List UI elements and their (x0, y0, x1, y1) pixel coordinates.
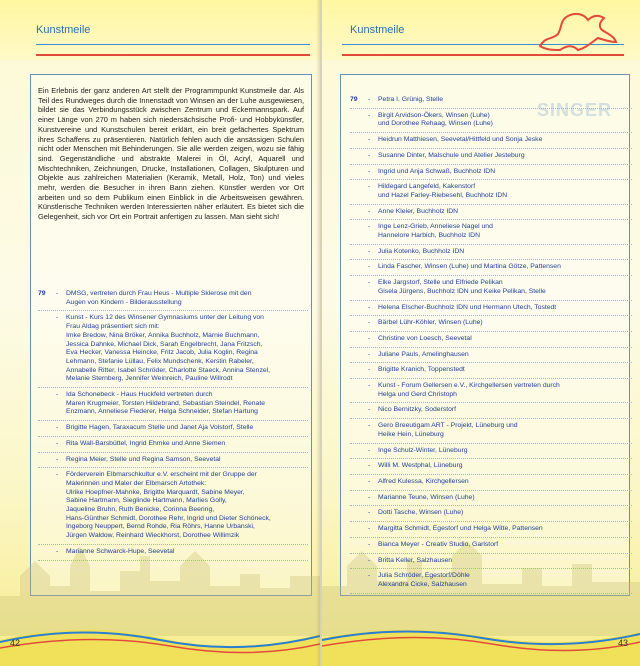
item-text (378, 263, 632, 272)
item-bullet: - (56, 439, 59, 447)
item-line: Brigitte Hagen, Taraxacum Stelle und Janet Aja Volstorf, Stelle (66, 424, 254, 432)
item-bullet: - (368, 572, 371, 580)
item-text (378, 304, 632, 313)
list-item (350, 335, 632, 348)
item-line: Hans-Günther Schmidt, Dorothee Rehr, Ingrid und Dieter Schöneck, (66, 514, 271, 522)
item-bullet: - (368, 540, 371, 548)
item-line: Anne Kleier, Buchholz IDN (378, 207, 459, 215)
item-line: Inge Schulz-Winter, Lüneburg (378, 446, 468, 454)
list-item (350, 509, 632, 522)
item-bullet: - (368, 319, 371, 327)
item-line: Ulrike Hoepfner-Mahnke, Brigitte Marquardt, Sabine Meyer, (66, 488, 245, 496)
item-text (378, 447, 632, 456)
footer-wave-decoration (0, 620, 320, 666)
item-line: Helena Elscher-Buchholz IDN und Hermann Utech, Tostedt (378, 303, 557, 311)
item-bullet: - (56, 391, 59, 399)
item-line: Marianne Schwarck-Hupe, Seevetal (66, 547, 175, 555)
item-bullet: - (368, 422, 371, 430)
list-item (350, 223, 632, 244)
item-bullet: - (368, 509, 371, 517)
item-line: Hildegard Langefeld, Kakenstorf (378, 183, 476, 191)
horse-logo-icon (532, 6, 622, 56)
item-line: Heike Hein, Lüneburg (378, 430, 444, 438)
item-bullet: - (368, 477, 371, 485)
item-bullet: - (368, 350, 371, 358)
list-item (38, 424, 308, 437)
item-line: Bärbel Lühr-Köhler, Winsen (Luhe) (378, 319, 483, 327)
item-text (378, 208, 632, 217)
intro-paragraph: Ein Erlebnis der ganz anderen Art stellt der Programmpunkt Kunstmeile dar. Als Teil des Rundweges durch die Innenstadt von Winsen an der Luhe ausgewiesen, bildet sie das Verbindungsstück zwischen Zentrum und Eckermannspark. Auf einer Länge von 270 m haben sich niedersächsische Profi- und Hobbykünstler, Kunstvereine und Kunstschulen bereit erklärt, ein breit gefächertes Spektrum ihres Schaffens zu präsentieren. Natürlich fehlen auch die ansässigen Schulen nicht oder Menschen mit Behinderungen. Sie alle werden zeigen, wozu sie fähig sind. Gegenständliche und abstrakte Malerei in Öl, Acryl, Aquarell und Mischtechniken, Zeichnungen, Drucke, Installationen, Collagen, Skulpturen und Objekte aus zahlreichen Materialien (Keramik, Metall, Holz, Ton) und vieles mehr, werden die Besucher in ihren Bann ziehen. Künstler werden vor Ort arbeiten und so dem Publikum einen Einblick in die Arbeitsweisen gewähren. Künstlerische Techniken werden Interessierten näher erläutert. Es bietet sich die Gelegenheit, sich vor Ort ein Portrait anfertigen zu lassen. Man sieht sich! (38, 86, 304, 222)
item-bullet: - (368, 462, 371, 470)
item-text (66, 290, 308, 307)
list-item (38, 456, 308, 469)
item-text (66, 424, 308, 433)
item-line: Eva Hecker, Vanessa Heincke, Fritz Jacob, Julia Koglin, Regina (66, 349, 258, 357)
list-item (38, 290, 308, 311)
item-line: Maren Krugmeier, Torsten Hildebrand, Sebastian Steindel, Renate (66, 399, 265, 407)
item-line: Augen von Kindern - Bilderausstellung (66, 298, 182, 306)
item-line: Alexandra Cicke, Salzhausen (378, 580, 467, 588)
item-line: Kunst - Forum Gellersen e.V., Kirchgellersen vertreten durch (378, 382, 560, 390)
list-item (350, 541, 632, 554)
item-text (378, 572, 632, 589)
list-item (38, 391, 308, 421)
item-text (378, 366, 632, 375)
item-line: Julia Kotenko, Buchholz IDN (378, 247, 465, 255)
list-item (350, 422, 632, 443)
item-text (378, 223, 632, 240)
exhibitor-list (38, 290, 308, 564)
item-text (66, 440, 308, 449)
background-watermark: SINGER (536, 100, 612, 120)
list-item (350, 136, 632, 149)
item-text (378, 335, 632, 344)
item-text (378, 351, 632, 360)
list-item (350, 494, 632, 507)
item-bullet: - (368, 167, 371, 175)
list-item (350, 462, 632, 475)
item-line: und Hazel Farley-Riebesehl, Buchholz IDN (378, 191, 508, 199)
item-line: Petra I. Grünig, Stelle (378, 96, 443, 103)
item-text (378, 494, 632, 503)
item-text (378, 319, 632, 328)
item-bullet: - (56, 471, 59, 479)
item-text (378, 183, 632, 200)
item-line: Sabine Hartmann, Sieglinde Hartmann, Marlies Golly, (66, 497, 227, 505)
item-bullet: - (56, 424, 59, 432)
page-title: Kunstmeile (36, 24, 91, 36)
item-line: Ingrid und Anja Schwaß, Buchholz IDN (378, 167, 496, 175)
item-text (378, 136, 632, 145)
item-bullet: - (368, 366, 371, 374)
item-line: Kunst - Kurs 12 des Winsener Gymnasiums unter der Leitung von (66, 314, 264, 322)
list-item (350, 152, 632, 165)
list-item (350, 168, 632, 181)
item-text (378, 152, 632, 161)
item-line: Helga und Gerd Christoph (378, 390, 457, 398)
item-line: Gero Breeutigam ART - Projekt, Lüneburg und (378, 422, 518, 430)
item-line: Jürgen Waldow, Reinhard Wieckhorst, Dorothee Willimzik (66, 532, 240, 540)
list-item (350, 366, 632, 379)
header-red-stripe (36, 54, 310, 56)
item-bullet: - (368, 406, 371, 414)
list-item (38, 548, 308, 561)
item-line: Susanne Dinter, Malschule und Atelier Jesteburg (378, 151, 525, 159)
item-line: Nico Bernitzky, Soderstorf (378, 406, 457, 414)
item-bullet: - (368, 111, 371, 119)
item-line: Rita Wall-Barsbüttel, Ingrid Ehmke und Anne Siemen (66, 439, 226, 447)
page-number: 43 (617, 638, 628, 648)
item-line: Malerinnen und Maler der Elbmarsch Artothek: (66, 479, 207, 487)
item-line: Hannelore Harbich, Buchholz IDN (378, 232, 481, 240)
item-bullet: - (56, 290, 59, 297)
item-bullet: - (368, 525, 371, 533)
item-line: Frau Aldag präsentiert sich mit: (66, 323, 160, 331)
page-number: 42 (10, 638, 21, 648)
item-line: Linda Fascher, Winsen (Luhe) und Martina Götze, Pattensen (378, 263, 561, 271)
footer-wave-decoration (322, 620, 640, 666)
list-item (350, 279, 632, 300)
item-line: Jessica Dahnke, Michael Dick, Sarah Engelbrecht, Jana Fritzsch, (66, 340, 263, 348)
item-line: DMSG, vertreten durch Frau Heus - Multiple Sklerose mit den (66, 290, 252, 297)
list-item (350, 263, 632, 276)
item-text (66, 471, 308, 541)
item-text (378, 382, 632, 399)
item-bullet: - (368, 382, 371, 390)
item-line: Willi M. Westphal, Lüneburg (378, 462, 463, 470)
item-bullet: - (368, 151, 371, 159)
item-text (378, 478, 632, 487)
item-bullet: - (368, 96, 371, 103)
item-text (378, 279, 632, 296)
list-item (350, 183, 632, 204)
item-bullet: - (368, 136, 371, 144)
list-item (350, 319, 632, 332)
list-item (350, 525, 632, 538)
item-line: Gisela Jürgens, Buchholz IDN und Keike Pelikan, Stelle (378, 287, 546, 295)
item-bullet: - (368, 279, 371, 287)
item-text (66, 314, 308, 384)
item-line: Förderverein Elbmarschkultur e.V. erscheint mit der Gruppe der (66, 471, 257, 479)
list-item (350, 447, 632, 460)
item-bullet: - (368, 223, 371, 231)
item-line: Marianne Teune, Winsen (Luhe) (378, 493, 475, 501)
right-page (322, 0, 640, 666)
list-item (350, 351, 632, 364)
header-divider (36, 44, 310, 45)
item-line: Britta Keller, Salzhausen (378, 556, 453, 564)
item-line: Christine von Loesch, Seevetal (378, 334, 472, 342)
item-line: Imke Bredow, Nina Bröker, Annika Buchholz, Marnie Buchmann, (66, 331, 260, 339)
item-bullet: - (368, 446, 371, 454)
list-item (350, 572, 632, 593)
item-line: Ingeborg Neuppert, Bernd Rohde, Ria Röhrs, Hanne Urbanski, (66, 523, 255, 531)
item-text (378, 406, 632, 415)
item-text (378, 525, 632, 534)
item-bullet: - (368, 303, 371, 311)
item-text (378, 248, 632, 257)
item-bullet: - (368, 183, 371, 191)
item-line: Elke Jargstorf, Stelle und Elfriede Pelikan (378, 279, 503, 287)
item-text (378, 462, 632, 471)
item-text (66, 456, 308, 465)
item-bullet: - (368, 247, 371, 255)
item-text (378, 557, 632, 566)
item-text (378, 96, 632, 105)
item-text (378, 112, 632, 129)
item-line: Dotti Tasche, Winsen (Luhe) (378, 509, 464, 517)
item-number: 79 (38, 290, 46, 297)
list-item (38, 440, 308, 453)
list-item (350, 208, 632, 221)
item-bullet: - (368, 556, 371, 564)
item-bullet: - (368, 263, 371, 271)
item-text (66, 391, 308, 417)
page-title: Kunstmeile (350, 24, 405, 36)
list-item (350, 96, 632, 109)
item-text (378, 509, 632, 518)
item-line: Birgit Arvidson-Ökers, Winsen (Luhe) (378, 111, 490, 119)
item-text (378, 541, 632, 550)
item-line: Brigitte Kranich, Toppenstedt (378, 366, 465, 374)
item-line: Juliane Pauls, Amelinghausen (378, 350, 469, 358)
list-item (350, 248, 632, 261)
list-item (350, 382, 632, 403)
list-item (38, 314, 308, 388)
list-item (350, 478, 632, 491)
item-bullet: - (368, 334, 371, 342)
item-bullet: - (368, 207, 371, 215)
item-line: Inge Lenz-Grieb, Anneliese Nagel und (378, 223, 493, 231)
list-item (38, 471, 308, 545)
item-bullet: - (368, 493, 371, 501)
item-line: Ida Schonebeck - Haus Huckfeld vertreten durch (66, 391, 213, 399)
item-text (378, 422, 632, 439)
item-line: Melanie Sternberg, Jennifer Weinreich, Pauline Willrodt (66, 375, 233, 383)
list-item (350, 557, 632, 570)
item-line: Lehmann, Stefanie Lüllau, Felix Mundschenk, Kerstin Rabeler, (66, 357, 254, 365)
item-line: Jaqueline Bruhn, Ruth Benicke, Corinna Beering, (66, 506, 215, 514)
item-number: 79 (350, 96, 358, 103)
item-line: Julia Schröder, Egestorf/Döhle (378, 572, 470, 580)
item-line: Alfred Kulessa, Kirchgellersen (378, 477, 469, 485)
item-bullet: - (56, 314, 59, 322)
item-text (378, 168, 632, 177)
item-text (66, 548, 308, 557)
exhibitor-list (350, 96, 632, 597)
item-line: Bianca Meyer - Creativ Studio, Garlstorf (378, 540, 499, 548)
item-line: Heidrun Matthiesen, Seevetal/Hittfeld und Sonja Jeske (378, 136, 543, 144)
item-bullet: - (56, 547, 59, 555)
item-line: Regina Meier, Stelle und Regina Samson, Seevetal (66, 455, 221, 463)
item-bullet: - (56, 455, 59, 463)
item-line: Annabelle Ritter, Isabel Schröder, Charlotte Staeck, Annina Stenzel, (66, 366, 271, 374)
item-line: Enzmann, Anneliese Fiederer, Helga Schneider, Stefan Hartung (66, 408, 258, 416)
list-item (350, 406, 632, 419)
item-line: und Dorothee Rehaag, Winsen (Luhe) (378, 120, 493, 128)
list-item (350, 112, 632, 133)
list-item (350, 304, 632, 317)
item-line: Margitta Schmidt, Egestorf und Helga Witte, Pattensen (378, 525, 543, 533)
